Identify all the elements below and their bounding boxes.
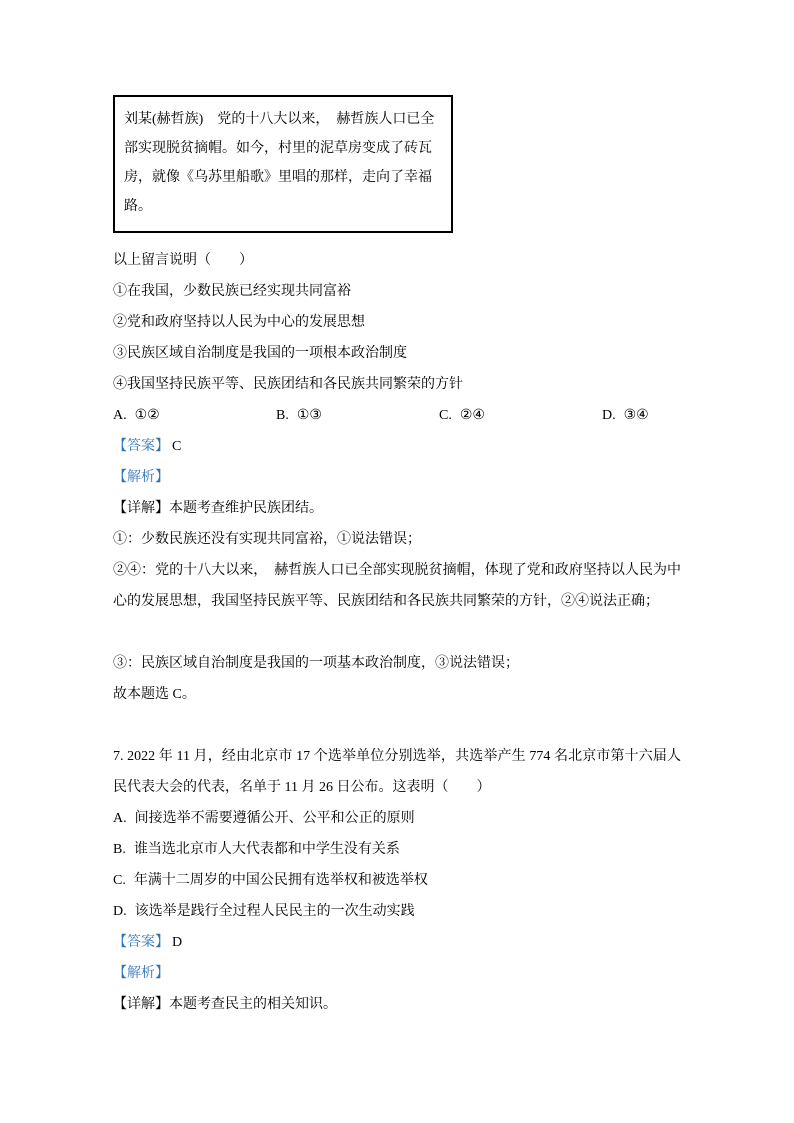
- q6-answer-value: C: [172, 439, 182, 454]
- q7-option-a: [113, 803, 681, 834]
- q6-conclusion: 故本题选 C。: [113, 687, 196, 702]
- option-label: B.: [113, 842, 126, 857]
- option-text: ①②: [134, 408, 160, 423]
- option-text: ①③: [296, 408, 322, 423]
- quote-line: 刘某(赫哲族) 党的十八大以来， 赫哲族人口已全: [124, 112, 435, 127]
- q6-option-b: [276, 400, 439, 431]
- q6-detail-point-2: ②④：党的十八大以来， 赫哲族人口已全部实现脱贫摘帽，体现了党和政府坚持以人民为中心的发展思想，我国坚持民族平等、民族团结和各民族共同繁荣的方针，②④说法正确；: [113, 563, 681, 609]
- detail-label: 【详解】: [113, 501, 169, 516]
- q6-statement-2: ②党和政府坚持以人民为中心的发展思想: [113, 315, 365, 330]
- detail-label: 【详解】: [113, 997, 169, 1012]
- spacer: [113, 617, 681, 648]
- option-label: A.: [113, 408, 127, 423]
- analysis-label: 【解析】: [113, 966, 169, 981]
- q7-detail-intro: 本题考查民主的相关知识。: [169, 997, 337, 1012]
- q6-detail-line: [113, 493, 681, 524]
- answer-label: 【答案】: [113, 439, 169, 454]
- option-text: ②④: [459, 408, 485, 423]
- document-content: [113, 95, 681, 1020]
- q6-statement-1: ①在我国，少数民族已经实现共同富裕: [113, 284, 351, 299]
- answer-label: 【答案】: [113, 935, 169, 950]
- q7-option-b: [113, 834, 681, 865]
- q6-options-row: [113, 400, 773, 431]
- option-text: 年满十二周岁的中国公民拥有选举权和被选举权: [133, 873, 428, 888]
- option-text: ③④: [623, 408, 649, 423]
- q7-analysis-line: [113, 958, 681, 989]
- option-text: 谁当选北京市人大代表都和中学生没有关系: [133, 842, 400, 857]
- q7-answer-value: D: [172, 935, 183, 950]
- q6-option-a: [113, 400, 276, 431]
- q7-option-c: [113, 865, 681, 896]
- q6-detail-point-1: ①：少数民族还没有实现共同富裕，①说法错误；: [113, 532, 421, 547]
- spacer: [113, 710, 681, 741]
- option-label: B.: [276, 408, 289, 423]
- option-label: D.: [602, 408, 616, 423]
- q6-statement-3: ③民族区域自治制度是我国的一项根本政治制度: [113, 346, 407, 361]
- q6-detail-point-3: ③：民族区域自治制度是我国的一项基本政治制度，③说法错误；: [113, 656, 519, 671]
- option-text: 该选举是践行全过程人民民主的一次生动实践: [134, 904, 415, 919]
- quote-box: [113, 95, 453, 233]
- q6-prompt: 以上留言说明（ ）: [113, 253, 253, 268]
- q7-stem: 7. 2022 年 11 月，经由北京市 17 个选举单位分别选举，共选举产生 774 名北京市第十六届人民代表大会的代表，名单于 11 月 26 日公布。这表明（ ）: [113, 749, 681, 795]
- option-label: A.: [113, 811, 127, 826]
- q6-option-d: [602, 400, 649, 431]
- option-text: 间接选举不需要遵循公开、公平和公正的原则: [134, 811, 415, 826]
- q6-option-c: [439, 400, 602, 431]
- q7-option-d: [113, 896, 681, 927]
- q7-answer-line: [113, 927, 681, 958]
- q7-detail-line: [113, 989, 681, 1020]
- quote-line: 部实现脱贫摘帽。如今，村里的泥草房变成了砖瓦: [124, 141, 432, 156]
- q6-analysis-line: [113, 462, 681, 493]
- analysis-label: 【解析】: [113, 470, 169, 485]
- option-label: D.: [113, 904, 127, 919]
- q6-statement-4: ④我国坚持民族平等、民族团结和各民族共同繁荣的方针: [113, 377, 463, 392]
- q6-answer-line: [113, 431, 681, 462]
- quote-line: 路。: [124, 199, 152, 214]
- option-label: C.: [113, 873, 126, 888]
- option-label: C.: [439, 408, 452, 423]
- q6-detail-intro: 本题考查维护民族团结。: [169, 501, 323, 516]
- quote-line: 房，就像《乌苏里船歌》里唱的那样，走向了幸福: [124, 170, 432, 185]
